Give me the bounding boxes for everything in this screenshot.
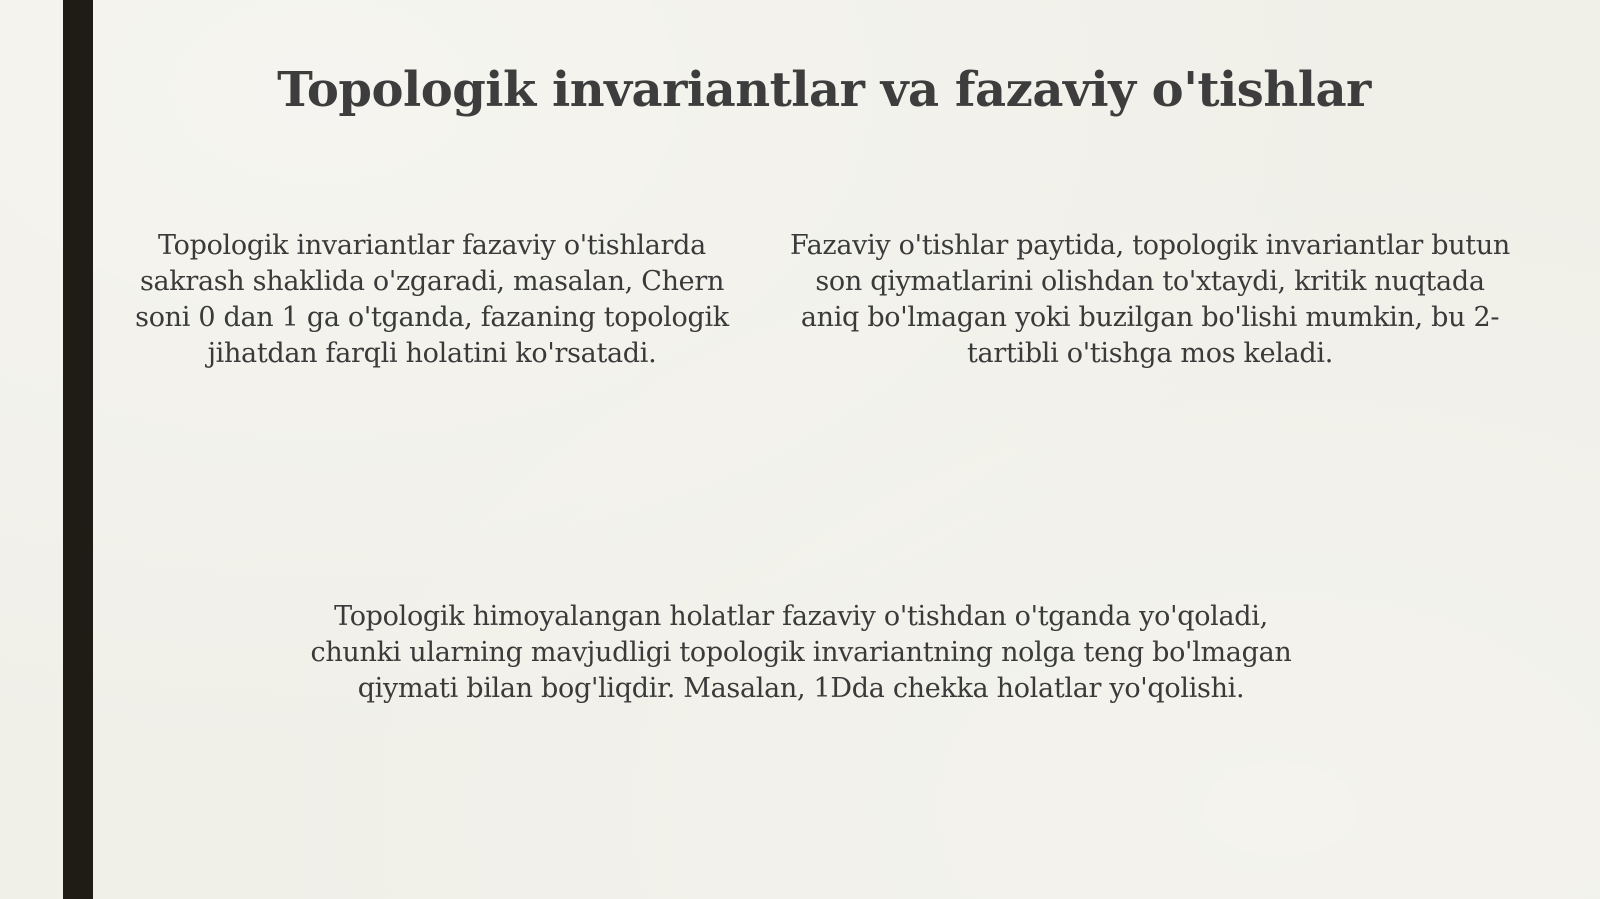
text-block-right: Fazaviy o'tishlar paytida, topologik invariantlar butun son qiymatlarini olishdan to'xtaydi, kritik nuqtada aniq bo'lmagan yoki buzilgan bo'lishi mumkin, bu 2-tartibli o'tishga mos keladi. [790,230,1511,369]
text-block-left: Topologik invariantlar fazaviy o'tishlarda sakrash shaklida o'zgaradi, masalan, Chern soni 0 dan 1 ga o'tganda, fazaning topologik jihatdan farqli holatini ko'rsatadi. [135,230,729,369]
text-block-bottom: Topologik himoyalangan holatlar fazaviy o'tishdan o'tganda yo'qoladi, chunki ularning mavjudligi topologik invariantning nolga teng bo'lmagan qiymati bilan bog'liqdir. Masalan, 1Dda chekka holatlar yo'qolishi. [310,601,1292,704]
accent-side-bar [63,0,93,899]
slide-title: Topologik invariantlar va fazaviy o'tishlar [277,62,1371,118]
